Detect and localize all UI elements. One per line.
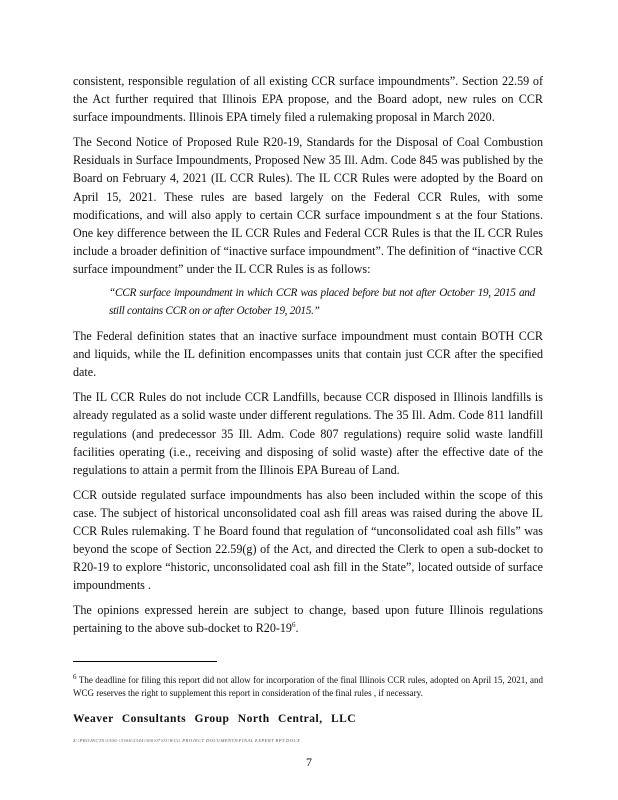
body-text	[73, 72, 543, 645]
page-number: 7	[306, 755, 312, 769]
paragraph-regulation-context: consistent, responsible regulation of all existing CCR surface impoundments”. Section 22.59 of the Act further required that Illinois EPA propose, and the Board adopt, new rules on CCR surface impoundments. Illinois EPA timely filed a rulemaking proposal in March 2020.	[73, 74, 543, 125]
paragraph-second-notice: The Second Notice of Proposed Rule R20-19, Standards for the Disposal of Coal Combustion Residuals in Surface Impoundments, Proposed New 35 Ill. Adm. Code 845 was published by the Board on February 4, 2021 (IL CCR Rules). The IL CCR Rules were adopted by the Board on April 15, 2021. These rules are based largely on the Federal CCR Rules, with some modifications, and will also apply to certain CCR surface impoundment s at the four Stations. One key difference between the IL CCR Rules and Federal CCR Rules is that the IL CCR Rules include a broader definition of “inactive surface impoundment”. The definition of “inactive CCR surface impoundment” under the IL CCR Rules is as follows:	[73, 135, 543, 276]
footer-file-path: Z:\PROJECTS\3306-\3306\3344\300\07\03\WCG PROJECT DOCUMENTS\FINAL EXPERT RPT.DOCX	[73, 738, 301, 743]
paragraph-federal-definition: The Federal definition states that an inactive surface impoundment must contain BOTH CCR and liquids, while the IL definition encompasses units that contain just CCR after the specified date.	[73, 329, 543, 380]
definition-quote: “CCR surface impoundment in which CCR was placed before but not after October 19, 2015 and still contains CCR on or after October 19, 2015.”	[109, 287, 535, 317]
opinions-period: .	[295, 621, 299, 636]
footnote-text: The deadline for filing this report did not allow for incorporation of the final Illinois CCR rules, adopted on April 15, 2021, and WCG reserves the right to supplement this report in consideration of the final rules , if necessary.	[73, 675, 543, 698]
paragraph-landfills: The IL CCR Rules do not include CCR Landfills, because CCR disposed in Illinois landfills is already regulated as a solid waste under different regulations. The 35 Ill. Adm. Code 811 landfill regulations (and predecessor 35 Ill. Adm. Code 807 regulations) require solid waste landfill facilities operating (i.e., receiving and disposing of solid waste) after the effective date of the regulations to attain a permit from the Illinois EPA Bureau of Land.	[73, 390, 543, 477]
footer-company-name: Weaver Consultants Group North Central, LLC	[73, 713, 357, 725]
footnote	[73, 674, 543, 700]
footnote-reference: 6	[291, 621, 296, 630]
opinions-text: The opinions expressed herein are subject to change, based upon future Illinois regulations pertaining to the above sub-docket to R20-19	[73, 603, 543, 636]
footnote-marker: 6	[73, 673, 77, 681]
footnote-divider	[73, 661, 217, 662]
paragraph-opinions	[73, 601, 543, 637]
paragraph-ccr-outside: CCR outside regulated surface impoundments has also been included within the scope of this case. The subject of historical unconsolidated coal ash fill areas was raised during the above IL CCR Rules rulemaking. T he Board found that regulation of “unconsolidated coal ash fills” was beyond the scope of Section 22.59(g) of the Act, and directed the Clerk to open a sub-docket to R20-19 to explore “historic, unconsolidated coal ash fill in the State”, located outside of surface impoundments .	[73, 487, 543, 593]
